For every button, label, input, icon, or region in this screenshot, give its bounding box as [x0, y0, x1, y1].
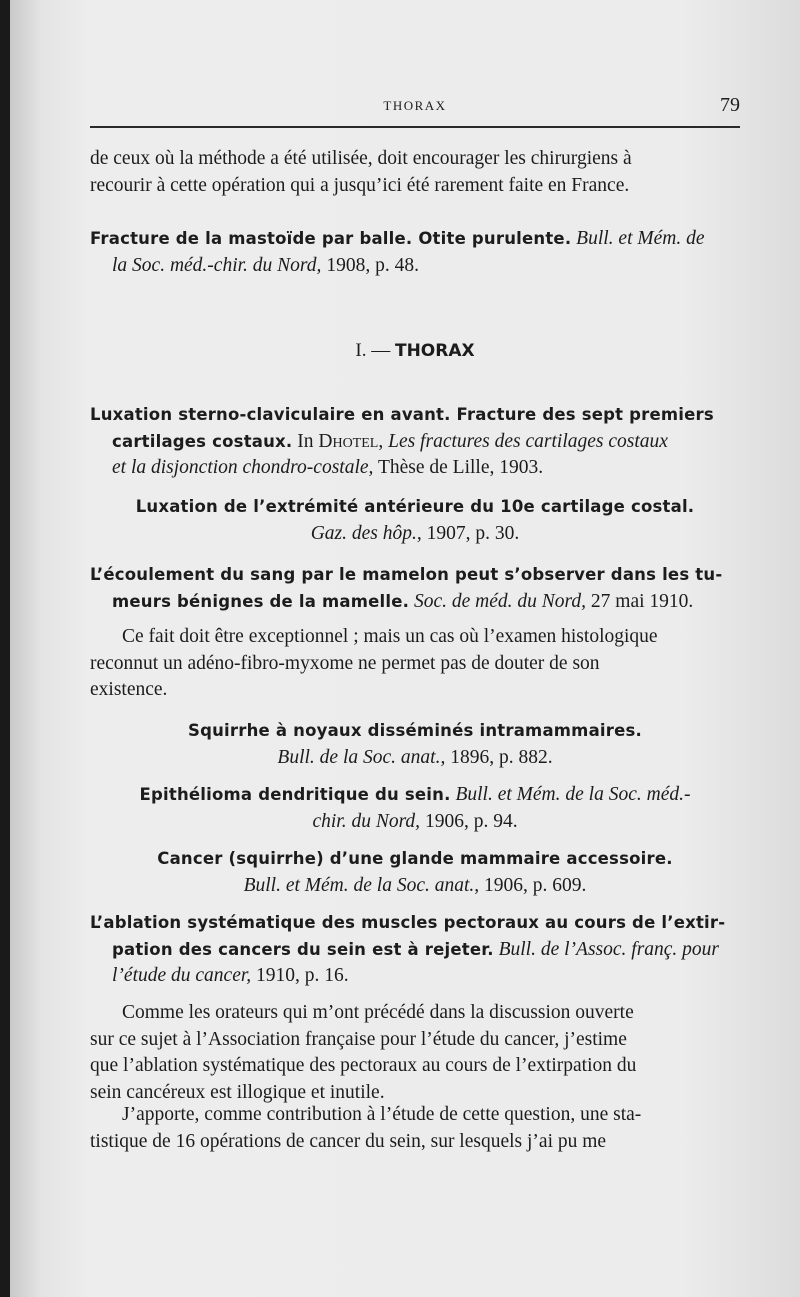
reference-page: 1906, p. 94.: [424, 810, 518, 832]
reference-page: 27 mai 1910.: [590, 590, 694, 612]
intro-paragraph: [90, 146, 740, 199]
reference-journal: Bull. et Mém. de la Soc. méd.-: [455, 784, 691, 805]
running-header: [90, 96, 740, 128]
reference-title: Epithélioma dendritique du sein.: [139, 785, 451, 804]
page-number: 79: [720, 94, 740, 116]
text-line: recourir à cette opération qui a jusqu’ici été rarement faite en France.: [90, 174, 630, 196]
reference-source: Bull. et Mém. de: [576, 228, 705, 249]
reference-luxation-extremite: [90, 494, 740, 547]
text-line: sein cancéreux est illogique et inutile.: [90, 1081, 385, 1103]
reference-work: et la disjonction chondro-costale,: [112, 457, 374, 478]
reference-page: 1906, p. 609.: [484, 874, 587, 896]
reference-source: la Soc. méd.-chir. du Nord,: [112, 254, 322, 276]
reference-in: In: [297, 430, 314, 452]
text-line: sur ce sujet à l’Association française pour l’étude du cancer, j’estime: [90, 1028, 627, 1050]
reference-author: Dhotel,: [318, 430, 384, 452]
running-title: THORAX: [383, 98, 447, 113]
reference-work: Les fractures des cartilages costaux: [388, 430, 668, 452]
text-line: Ce fait doit être exceptionnel ; mais un cas où l’examen histologique: [122, 626, 658, 647]
reference-title: Luxation sterno-claviculaire en avant. Fracture des sept premiers: [90, 405, 714, 424]
reference-title: Squirrhe à noyaux disséminés intramammaires.: [188, 721, 642, 740]
reference-mastoide: [90, 226, 740, 279]
reference-journal: Bull. de l’Assoc. franç. pour: [498, 938, 720, 960]
paragraph-apporte: [90, 1102, 740, 1155]
reference-title: meurs bénignes de la mamelle.: [112, 591, 410, 611]
section-heading: [90, 340, 740, 362]
reference-title: Cancer (squirrhe) d’une glande mammaire accessoire.: [157, 849, 673, 868]
text-line: que l’ablation systématique des pectoraux au cours de l’extirpation du: [90, 1055, 637, 1076]
reference-title: Fracture de la mastoïde par balle. Otite purulente.: [90, 229, 572, 248]
reference-page: 1896, p. 882.: [450, 746, 553, 768]
reference-journal: Gaz. des hôp.,: [310, 522, 422, 544]
section-title: THORAX: [394, 341, 475, 361]
reference-page: 1910, p. 16.: [256, 965, 349, 986]
paragraph-orateurs: [90, 1000, 740, 1106]
reference-journal: l’étude du cancer,: [112, 965, 252, 986]
reference-luxation-sterno: [90, 402, 740, 482]
reference-ecoulement: [90, 562, 740, 615]
reference-squirrhe: [90, 718, 740, 771]
reference-title: cartilages costaux.: [112, 431, 293, 451]
reference-page: 1907, p. 30.: [426, 522, 520, 544]
reference-title: L’ablation systématique des muscles pectoraux au cours de l’extir-: [90, 913, 726, 932]
text-line: J’apporte, comme contribution à l’étude de cette question, une sta-: [122, 1104, 642, 1125]
reference-thesis: Thèse de Lille, 1903.: [377, 457, 544, 478]
paragraph-exceptionnel: [90, 624, 740, 704]
reference-page: 1908, p. 48.: [326, 254, 419, 276]
book-page: [10, 0, 800, 1297]
text-line: existence.: [90, 679, 168, 700]
text-line: reconnut un adéno-fibro-myxome ne permet pas de douter de son: [90, 652, 600, 674]
reference-cancer-accessoire: [90, 846, 740, 899]
reference-title: pation des cancers du sein est à rejeter.: [112, 939, 494, 959]
reference-journal: Bull. de la Soc. anat.,: [277, 746, 446, 768]
text-line: Comme les orateurs qui m’ont précédé dans la discussion ouverte: [122, 1002, 634, 1023]
reference-title: L’écoulement du sang par le mamelon peut s’observer dans les tu-: [90, 565, 723, 584]
reference-journal: Soc. de méd. du Nord,: [414, 590, 587, 612]
reference-journal: Bull. et Mém. de la Soc. anat.,: [243, 874, 480, 896]
text-line: tistique de 16 opérations de cancer du sein, sur lesquels j’ai pu me: [90, 1130, 607, 1152]
reference-journal: chir. du Nord,: [312, 810, 421, 832]
reference-ablation: [90, 910, 740, 990]
reference-epithelioma: [90, 782, 740, 835]
text-line: de ceux où la méthode a été utilisée, doit encourager les chirurgiens à: [90, 148, 632, 169]
reference-title: Luxation de l’extrémité antérieure du 10e cartilage costal.: [135, 497, 695, 516]
section-number: I. —: [355, 340, 391, 361]
